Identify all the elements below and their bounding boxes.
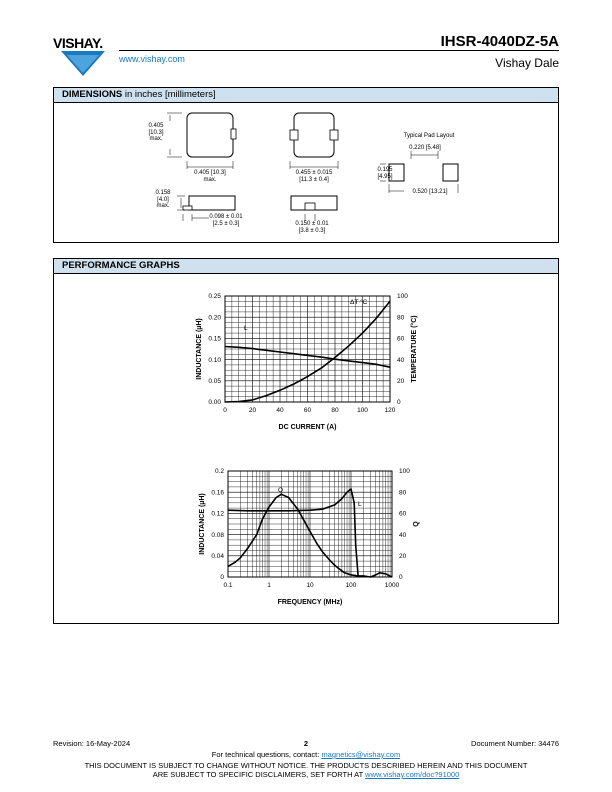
data-point-1-1 bbox=[346, 492, 347, 493]
data-point-1-0 bbox=[329, 559, 330, 560]
y-tick-label-1: 0 bbox=[220, 574, 224, 582]
y-tick-label-1: 0.08 bbox=[211, 531, 224, 539]
performance-section bbox=[53, 258, 559, 624]
website-link[interactable]: www.vishay.com bbox=[119, 54, 185, 64]
y2-tick-label-1: 60 bbox=[399, 510, 407, 518]
document-number: Document Number: 34476 bbox=[471, 739, 559, 748]
terminal-dim-label: 0.098 ± 0.01 [2.5 ± 0.3] bbox=[209, 214, 243, 227]
y-tick-label-0: 0.20 bbox=[208, 314, 221, 322]
data-point-1-0 bbox=[379, 572, 380, 573]
y-tick-label-0: 0.25 bbox=[208, 293, 221, 301]
header-rule bbox=[119, 50, 559, 51]
data-point-0-0 bbox=[376, 364, 377, 365]
data-point-1-0 bbox=[268, 506, 269, 507]
data-point-0-1 bbox=[252, 399, 253, 400]
x-tick-label-1: 100 bbox=[345, 582, 357, 589]
data-point-0-0 bbox=[362, 362, 363, 363]
data-point-0-1 bbox=[383, 309, 384, 310]
data-point-1-0 bbox=[385, 573, 386, 574]
data-point-1-1 bbox=[358, 576, 359, 577]
data-point-1-0 bbox=[363, 575, 364, 576]
data-point-1-1 bbox=[247, 510, 248, 511]
data-point-0-1 bbox=[334, 357, 335, 358]
data-point-0-0 bbox=[307, 355, 308, 356]
x-tick-label-0: 20 bbox=[248, 407, 257, 414]
data-point-0-1 bbox=[376, 318, 377, 319]
x-tick-label-1: 1000 bbox=[384, 582, 400, 589]
data-point-1-0 bbox=[317, 544, 318, 545]
x-axis-title-0: DC CURRENT (A) bbox=[278, 424, 337, 431]
disclaimer-link[interactable]: www.vishay.com/doc?91000 bbox=[365, 770, 460, 779]
series-label-inductance-1: L bbox=[244, 325, 248, 332]
data-point-1-1 bbox=[227, 510, 228, 511]
x-tick-label-0: 120 bbox=[384, 407, 396, 414]
data-point-0-0 bbox=[266, 350, 267, 351]
y2-tick-label-0: 40 bbox=[397, 356, 405, 364]
y-tick-label-1: 0.16 bbox=[211, 489, 224, 497]
y-axis-title-1: INDUCTANCE (µH) bbox=[199, 493, 206, 555]
data-point-0-0 bbox=[348, 360, 349, 361]
series-label-inductance-2: L bbox=[358, 501, 362, 508]
data-point-1-0 bbox=[338, 568, 339, 569]
x-tick-label-1: 10 bbox=[306, 582, 314, 589]
y2-tick-label-1: 20 bbox=[399, 553, 407, 560]
y2-tick-label-1: 100 bbox=[399, 468, 410, 476]
pad-side-dim: 0.195 [4.95] bbox=[377, 167, 393, 180]
pad-layout-title: Typical Pad Layout bbox=[403, 133, 455, 139]
data-point-1-0 bbox=[322, 551, 323, 552]
x-tick-label-1: 1 bbox=[267, 582, 271, 589]
y2-tick-label-0: 80 bbox=[397, 314, 405, 322]
data-point-0-0 bbox=[321, 357, 322, 358]
y-tick-label-1: 0.04 bbox=[211, 553, 224, 560]
x-tick-label-0: 80 bbox=[331, 407, 339, 414]
data-point-0-1 bbox=[224, 401, 225, 402]
y-axis-title-0: INDUCTANCE (µH) bbox=[196, 318, 203, 380]
data-point-1-0 bbox=[247, 548, 248, 549]
y2-tick-label-0: 20 bbox=[397, 378, 405, 385]
dimensions-section bbox=[53, 87, 559, 243]
data-point-1-0 bbox=[350, 574, 351, 575]
contact-email-link[interactable]: magnetics@vishay.com bbox=[321, 750, 401, 759]
part-number: IHSR-4040DZ-5A bbox=[440, 33, 559, 50]
series-label-temperature: ΔT °C bbox=[350, 299, 368, 306]
data-point-1-0 bbox=[334, 565, 335, 566]
y2-tick-label-1: 40 bbox=[399, 531, 407, 539]
data-point-1-0 bbox=[235, 562, 236, 563]
x-tick-label-0: 0 bbox=[223, 407, 227, 414]
data-point-0-1 bbox=[348, 345, 349, 346]
data-point-0-1 bbox=[362, 333, 363, 334]
data-point-0-0 bbox=[238, 347, 239, 348]
data-point-1-1 bbox=[334, 504, 335, 505]
data-point-1-0 bbox=[227, 566, 228, 567]
y-tick-label-0: 0.15 bbox=[208, 335, 221, 343]
x-tick-label-0: 40 bbox=[276, 407, 284, 414]
disclaimer-line-2: ARE SUBJECT TO SPECIFIC DISCLAIMERS, SET FORTH AT www.vishay.com/doc?91000 bbox=[152, 770, 460, 779]
vishay-logo bbox=[53, 34, 115, 78]
data-point-0-0 bbox=[224, 346, 225, 347]
brand-name: Vishay Dale bbox=[495, 56, 559, 70]
data-point-0-0 bbox=[293, 353, 294, 354]
data-point-0-1 bbox=[238, 401, 239, 402]
data-point-0-1 bbox=[321, 368, 322, 369]
data-point-0-1 bbox=[293, 383, 294, 384]
height-dim-label: 0.405 [10.3] max. bbox=[148, 123, 164, 142]
y-tick-label-1: 0.12 bbox=[211, 510, 224, 518]
y2-tick-label-0: 60 bbox=[397, 335, 405, 343]
data-point-1-0 bbox=[370, 576, 371, 577]
width2-dim-label: 0.455 ± 0.015 [11.3 ± 0.4] bbox=[295, 170, 333, 183]
data-point-0-1 bbox=[307, 376, 308, 377]
y2-tick-label-1: 0 bbox=[399, 574, 403, 582]
data-point-1-0 bbox=[375, 574, 376, 575]
data-point-0-0 bbox=[252, 348, 253, 349]
y2-tick-label-0: 0 bbox=[397, 399, 401, 407]
data-point-1-1 bbox=[354, 502, 355, 503]
data-point-0-1 bbox=[389, 301, 390, 302]
width-dim-label: 0.405 [10.3] max. bbox=[194, 170, 226, 183]
performance-title: PERFORMANCE GRAPHS bbox=[54, 259, 558, 274]
data-point-0-1 bbox=[266, 395, 267, 396]
data-point-0-0 bbox=[279, 351, 280, 352]
thickness-dim-label: 0.158 [4.0] max. bbox=[155, 190, 171, 209]
data-point-1-1 bbox=[309, 510, 310, 511]
data-point-1-0 bbox=[297, 509, 298, 510]
y2-tick-label-0: 100 bbox=[397, 293, 408, 301]
y-tick-label-0: 0.05 bbox=[208, 378, 221, 385]
y-tick-label-0: 0.00 bbox=[208, 399, 221, 407]
revision-text: Revision: 16-May-2024 bbox=[53, 739, 131, 748]
y-tick-label-0: 0.10 bbox=[208, 356, 221, 364]
data-point-1-1 bbox=[268, 510, 269, 511]
data-point-1-1 bbox=[288, 510, 289, 511]
data-point-0-1 bbox=[279, 390, 280, 391]
data-point-1-0 bbox=[256, 534, 257, 535]
pad-top-dim: 0.220 [5.48] bbox=[409, 145, 441, 151]
data-point-1-1 bbox=[341, 498, 342, 499]
page-number: 2 bbox=[303, 739, 309, 748]
data-point-1-0 bbox=[344, 572, 345, 573]
data-point-1-1 bbox=[322, 509, 323, 510]
data-point-1-0 bbox=[240, 557, 241, 558]
series-label-q: Q bbox=[278, 487, 284, 494]
x-tick-label-1: 0.1 bbox=[223, 582, 233, 589]
dimensions-title: DIMENSIONS in inches [millimeters] bbox=[54, 88, 558, 103]
performance-graphs bbox=[54, 274, 558, 622]
data-point-1-0 bbox=[276, 497, 277, 498]
y2-tick-label-1: 80 bbox=[399, 489, 407, 497]
x-tick-label-0: 60 bbox=[303, 407, 312, 414]
data-point-0-0 bbox=[389, 367, 390, 368]
data-point-1-0 bbox=[309, 531, 310, 532]
y2-axis-title-0: TEMPERATURE (°C) bbox=[411, 315, 418, 383]
pad-bottom-dim: 0.520 [13.21] bbox=[412, 189, 448, 195]
x-tick-label-0: 100 bbox=[357, 407, 368, 414]
data-point-1-1 bbox=[355, 545, 356, 546]
data-point-1-0 bbox=[288, 497, 289, 498]
disclaimer-line-1: THIS DOCUMENT IS SUBJECT TO CHANGE WITHOUT NOTICE. THE PRODUCTS DESCRIBED HEREIN AND THIS DOCUMENT bbox=[84, 761, 528, 770]
y2-axis-title-1: Q bbox=[413, 521, 420, 527]
data-point-1-0 bbox=[262, 518, 263, 519]
x-axis-title-1: FREQUENCY (MHz) bbox=[277, 599, 343, 606]
contact-line: For technical questions, contact: magnetics@vishay.com bbox=[211, 750, 401, 759]
terminal2-dim-label: 0.150 ± 0.01 [3.8 ± 0.3] bbox=[295, 221, 329, 234]
data-point-1-0 bbox=[391, 576, 392, 577]
svg-text:VISHAY.: VISHAY. bbox=[53, 35, 103, 51]
data-point-1-1 bbox=[350, 488, 351, 489]
data-point-1-0 bbox=[303, 519, 304, 520]
y-tick-label-1: 0.2 bbox=[214, 468, 224, 476]
